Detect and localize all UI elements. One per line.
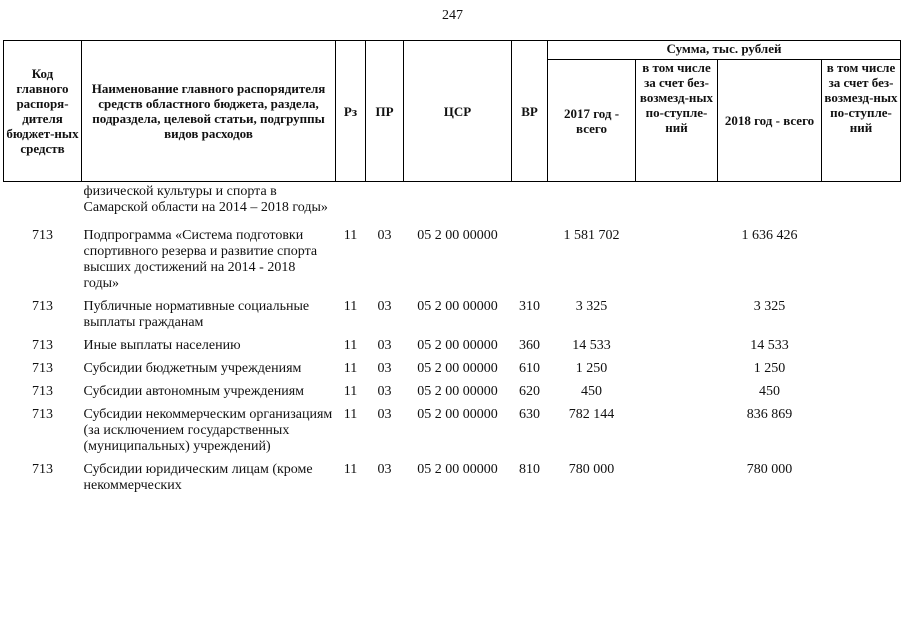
row-2017-free (636, 462, 718, 501)
row-code: 713 (32, 407, 53, 422)
row-pr: 03 (377, 407, 392, 422)
table-row (4, 299, 901, 338)
row-2017-total: 450 (581, 384, 602, 399)
row-csr: 05 2 00 00000 (417, 228, 498, 243)
row-2018-free (822, 228, 901, 299)
row-2018-free (822, 407, 901, 462)
row-2017-free (636, 299, 718, 338)
row-csr: 05 2 00 00000 (417, 384, 498, 399)
table-row (4, 384, 901, 407)
row-vr: 360 (519, 338, 540, 353)
row-2018-free (822, 384, 901, 407)
header-code: Код главного распоря-дителя бюджет-ных средств (4, 41, 82, 182)
row-pr: 03 (377, 338, 392, 353)
header-vr: ВР (512, 41, 548, 182)
row-rz: 11 (343, 338, 358, 353)
header-rz: Рз (336, 41, 366, 182)
continuation-row (4, 182, 901, 229)
continuation-text: физической культуры и спорта в Самарской области на 2014 – 2018 годы» (83, 184, 328, 215)
table-row (4, 462, 901, 501)
row-vr: 310 (519, 299, 540, 314)
row-2017-free (636, 361, 718, 384)
header-2018-total: 2018 год - всего (718, 60, 822, 182)
header-pr: ПР (366, 41, 404, 182)
table-body (4, 182, 901, 502)
row-code: 713 (32, 384, 53, 399)
row-vr: 620 (519, 384, 540, 399)
row-name: Публичные нормативные социальные выплаты гражданам (83, 299, 310, 330)
row-2018-free (822, 299, 901, 338)
header-2018-free: в том числе за счет без-возмезд-ных по-ступле-ний (822, 60, 901, 182)
row-name: Субсидии автономным учреждениям (83, 384, 305, 399)
row-2017-total: 1 250 (575, 361, 608, 376)
row-2018-free (822, 338, 901, 361)
row-rz: 11 (343, 228, 358, 243)
row-code: 713 (32, 462, 53, 477)
row-2018-total: 3 325 (753, 299, 786, 314)
table-row (4, 407, 901, 462)
row-pr: 03 (377, 384, 392, 399)
row-rz: 11 (343, 361, 358, 376)
header-name: Наименование главного распорядителя средств областного бюджета, раздела, подраздела, целевой статьи, подгруппы видов расходов (82, 41, 336, 182)
row-vr (512, 228, 548, 299)
row-2018-free (822, 361, 901, 384)
row-2017-total: 3 325 (575, 299, 608, 314)
row-2017-total: 1 581 702 (563, 228, 620, 243)
row-csr: 05 2 00 00000 (417, 299, 498, 314)
row-csr: 05 2 00 00000 (417, 462, 498, 477)
row-name: Иные выплаты населению (83, 338, 241, 353)
row-rz: 11 (343, 462, 358, 477)
budget-table (3, 40, 901, 501)
row-csr: 05 2 00 00000 (417, 338, 498, 353)
row-2018-free (822, 462, 901, 501)
header-csr: ЦСР (404, 41, 512, 182)
row-2017-free (636, 338, 718, 361)
row-2017-free (636, 384, 718, 407)
row-rz: 11 (343, 299, 358, 314)
page-number: 247 (442, 8, 463, 23)
row-2018-total: 450 (759, 384, 780, 399)
row-vr: 810 (519, 462, 540, 477)
row-2018-total: 836 869 (746, 407, 793, 422)
row-code: 713 (32, 228, 53, 243)
header-2017-total: 2017 год - всего (548, 60, 636, 182)
row-vr: 610 (519, 361, 540, 376)
row-csr: 05 2 00 00000 (417, 407, 498, 422)
row-name: Субсидии бюджетным учреждениям (83, 361, 302, 376)
table-row (4, 338, 901, 361)
row-2018-total: 1 636 426 (741, 228, 798, 243)
row-2017-free (636, 407, 718, 462)
header-2017-free: в том числе за счет без-возмезд-ных по-ступле-ний (636, 60, 718, 182)
row-2017-total: 780 000 (568, 462, 615, 477)
row-name: Субсидии юридическим лицам (кроме некоммерческих (83, 462, 313, 493)
table-row (4, 228, 901, 299)
row-pr: 03 (377, 299, 392, 314)
row-rz: 11 (343, 384, 358, 399)
row-2018-total: 14 533 (750, 338, 789, 353)
row-2017-total: 782 144 (568, 407, 615, 422)
row-name: Субсидии некоммерческим организациям (за исключением государственных (муниципальных) учреждений) (83, 407, 333, 454)
row-name: Подпрограмма «Система подготовки спортивного резерва и развитие спорта высших достижений на 2014 - 2018 годы» (83, 228, 318, 291)
row-2017-free (636, 228, 718, 299)
table-row (4, 361, 901, 384)
row-pr: 03 (377, 228, 392, 243)
header-sum-group: Сумма, тыс. рублей (548, 41, 901, 60)
row-vr: 630 (519, 407, 540, 422)
row-pr: 03 (377, 462, 392, 477)
row-code: 713 (32, 338, 53, 353)
row-2018-total: 1 250 (753, 361, 786, 376)
row-pr: 03 (377, 361, 392, 376)
row-code: 713 (32, 299, 53, 314)
row-code: 713 (32, 361, 53, 376)
row-csr: 05 2 00 00000 (417, 361, 498, 376)
row-2018-total: 780 000 (746, 462, 793, 477)
row-2017-total: 14 533 (572, 338, 611, 353)
row-rz: 11 (343, 407, 358, 422)
